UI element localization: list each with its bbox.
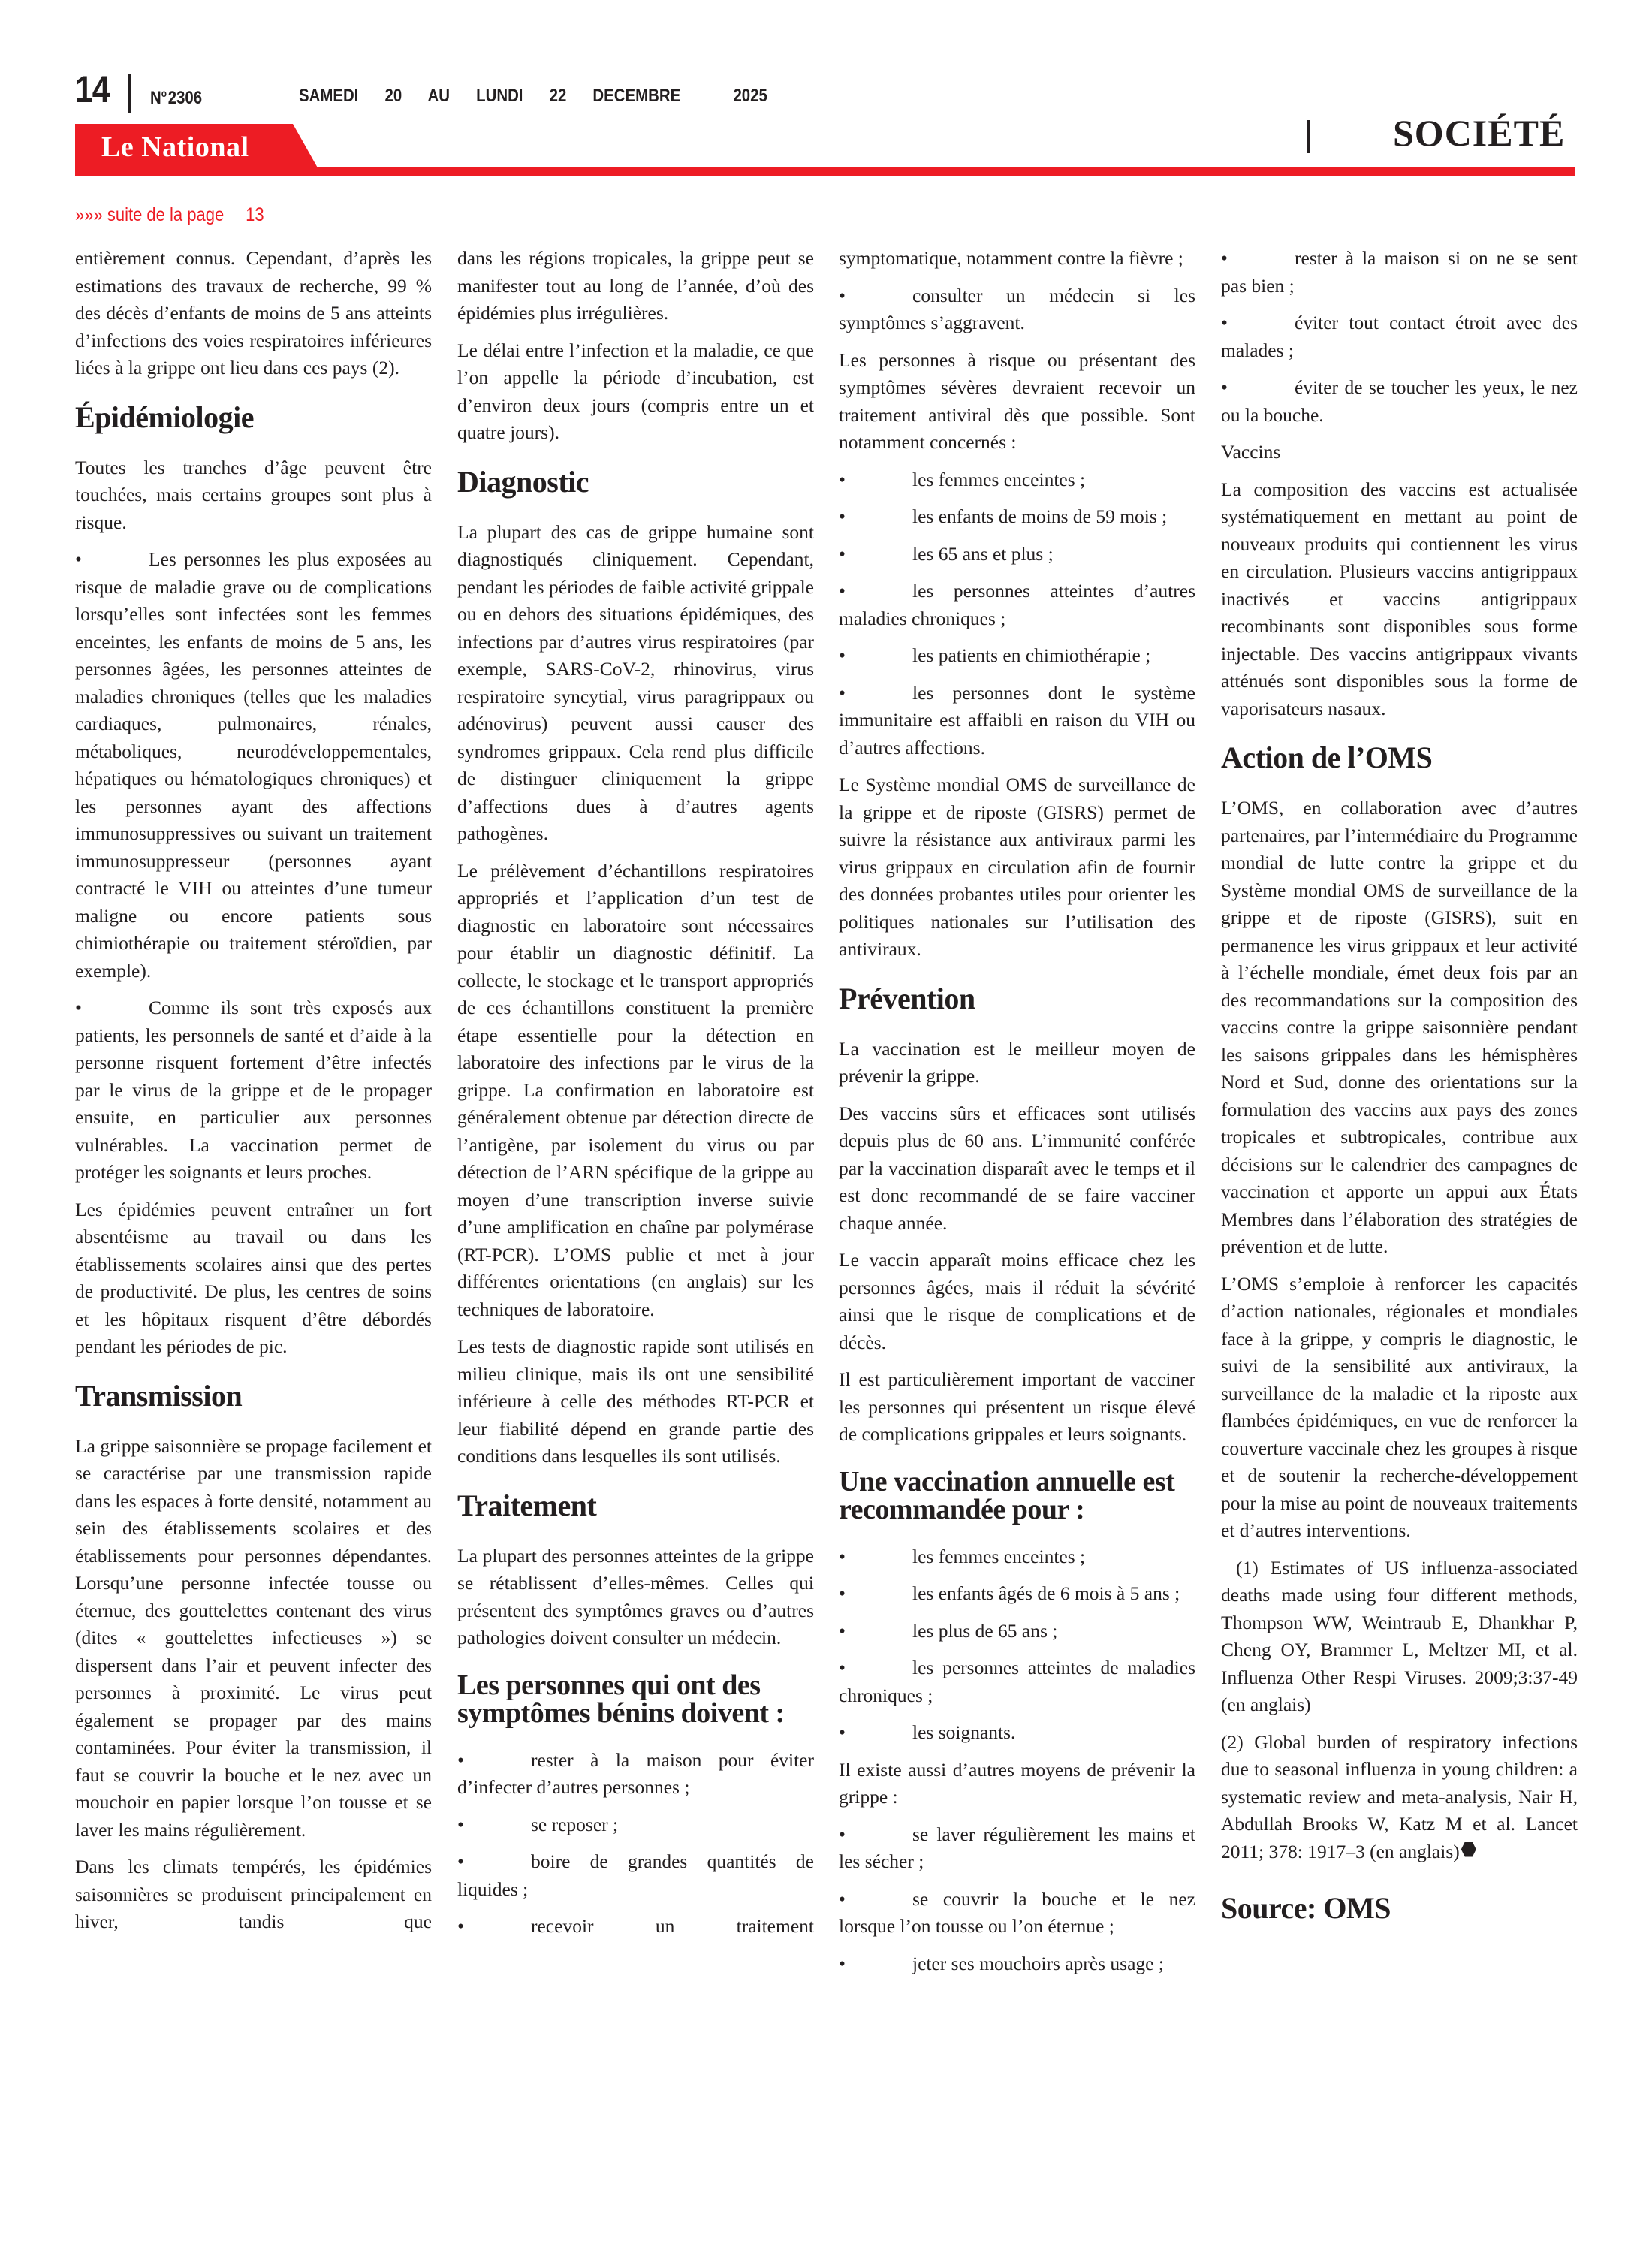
paragraph: Le vaccin apparaît moins efficace chez les personnes âgées, mais il réduit la sévérité ainsi que le risque de complications et de décès. (839, 1249, 1195, 1353)
bullet-item (839, 642, 1195, 670)
paragraph: L’OMS s’emploie à renforcer les capacités d’action nationales, régionales et mondiales face à la grippe, y compris le diagnostic, le suivi de la sensibilité aux antiviraux, la surveillance de la maladie et la riposte aux flambées épidémiques, en vue de renforcer la couverture vaccinale chez les groupes à risque et de soutenir la recherche-développement pour la mise au point de nouveaux traitements et d’autres interventions. (1221, 1272, 1578, 1541)
bullet-text: se laver régulièrement les mains et les sécher ; (839, 1823, 1195, 1872)
section-title: SOCIÉTÉ (1393, 112, 1566, 154)
bullet-item (75, 994, 432, 1187)
heading-action-oms: Action de l’OMS (1221, 740, 1433, 774)
bullet-icon: • (457, 1850, 464, 1872)
bullet-text: Les personnes les plus exposées au risque de maladie grave ou de complications lorsqu’elles sont infectées sont les femmes enceintes, les enfants de moins de 5 ans, les personnes âgées, les personnes atteintes de maladies chroniques (telles que les maladies cardiaques, pulmonaires, rénales, métaboliques, neurodéveloppementales, hépatiques ou hématologiques chroniques) et les personnes ayant des affections immunosuppressives ou suivant un traitement immunosuppresseur (personnes ayant contracté le VIH ou atteintes d’une tumeur maligne ou encore patients sous chimiothérapie ou traitement stéroïdien, par exemple). (75, 548, 432, 982)
page-number: 14 (75, 68, 110, 110)
paragraph: Toutes les tranches d’âge peuvent être touchées, mais certains groupes sont plus à risque. (75, 456, 432, 533)
bullet-icon: • (839, 1545, 846, 1567)
bullet-icon: • (839, 1952, 846, 1974)
heading-traitement: Traitement (457, 1488, 597, 1522)
paragraph: Le prélèvement d’échantillons respiratoires appropriés et l’application d’un test de diagnostic en laboratoire sont nécessaires pour établir un diagnostic définitif. La collecte, le stockage et le transport appropriés de ces échantillons constituent la première étape essentielle pour la détection en laboratoire des infections par le virus de la grippe. La confirmation en laboratoire est généralement obtenue par détection directe de l’antigène, par isolement du virus ou par détection de l’ARN spécifique de la grippe au moyen d’une transcription inverse suivie d’une amplification en chaîne par polymérase (RT-PCR). L’OMS publie et met à jour différentes orientations (en anglais) sur les techniques de laboratoire. (457, 859, 814, 1320)
bullet-item (839, 1543, 1195, 1571)
bullet-text: rester à la maison pour éviter d’infecter d’autres personnes ; (457, 1748, 814, 1798)
issue-sup: o (161, 87, 167, 99)
bullet-text: les femmes enceintes ; (912, 1545, 1086, 1567)
bullet-item (1221, 374, 1578, 429)
paragraph: symptomatique, notamment contre la fièvre ; (839, 247, 1183, 269)
reference-1: (1) Estimates of US influenza-associated deaths made using four different methods, Thompson WW, Weintraub E, Dhankhar P, Cheng OY, Brammer L, Meltzer MI, et al. Influenza Other Respi Viruses. 2009;3:37-49 (en anglais) (1221, 1556, 1578, 1715)
bullet-text: les enfants de moins de 59 mois ; (912, 505, 1168, 527)
bullet-item (839, 1886, 1195, 1941)
bullet-icon: • (839, 681, 846, 704)
bullet-text: les soignants. (912, 1721, 1016, 1743)
heading-epidemiologie: Épidémiologie (75, 400, 254, 434)
reference-2 (1221, 1729, 1578, 1866)
paragraph: Les tests de diagnostic rapide sont utilisés en milieu clinique, mais ils ont une sensibilité inférieure à celle des méthodes RT-PCR et leur fiabilité dépend en grande partie des conditions dans lesquelles ils sont utilisés. (457, 1335, 814, 1467)
bullet-icon: • (839, 1823, 846, 1845)
bullet-icon: • (839, 542, 846, 565)
article-column-4 (1221, 245, 1578, 1945)
bullet-icon: • (839, 580, 846, 602)
bullet-icon: • (839, 1582, 846, 1604)
paragraph: L’OMS, en collaboration avec d’autres partenaires, par l’intermédiaire du Programme mondial de lutte contre la grippe et du Système mondial OMS de surveillance de la grippe et de riposte (GISRS), suit en permanence les virus grippaux et leur activité à l’échelle mondiale, émet deux fois par an des recommandations sur la composition des vaccins contre la grippe saisonnière pendant les saisons grippales dans les hémisphères Nord et Sud, donne des orientations sur la formulation des vaccins aux pays des zones tropicales et subtropicales, contribue aux décisions sur le calendrier des campagnes de vaccination et apporte un appui aux États Membres dans l’élaboration des stratégies de prévention et de lutte. (1221, 797, 1578, 1257)
bullet-icon: • (839, 505, 846, 527)
issue-number (150, 87, 202, 109)
bullet-text: rester à la maison si on ne se sent pas bien ; (1221, 247, 1578, 297)
heading-transmission: Transmission (75, 1378, 243, 1413)
bullet-icon: • (1221, 312, 1228, 333)
bullet-icon: • (839, 1721, 846, 1743)
bullet-item (1221, 309, 1578, 364)
heading-diagnostic: Diagnostic (457, 464, 589, 499)
section-divider (1307, 120, 1310, 153)
paragraph: entièrement connus. Cependant, d’après les estimations des travaux de recherche, 99 % des décès d’enfants de moins de 5 ans atteints d’infections des voies respiratoires inférieures liées à la grippe ont lieu dans ces pays (2). (75, 247, 432, 379)
bullet-item (839, 466, 1195, 494)
paragraph: Il est particulièrement important de vacciner les personnes qui présentent un risque élevé de complications grippales et leurs soignants. (839, 1368, 1195, 1445)
bullet-text: jeter ses mouchoirs après usage ; (912, 1952, 1164, 1974)
heading-prevention: Prévention (839, 981, 975, 1015)
bullet-icon: • (75, 548, 82, 570)
bullet-text: les personnes dont le système immunitaire est affaibli en raison du VIH ou d’autres affections. (839, 681, 1195, 759)
continued-label: suite de la page (107, 204, 225, 225)
newspaper-logo: Le National (101, 131, 249, 163)
heading-vaccination-annuelle: Une vaccination annuelle est recommandée pour : (839, 1465, 1175, 1525)
bullet-text: se reposer ; (531, 1813, 619, 1835)
bullet-icon: • (839, 1887, 846, 1910)
bullet-item (1221, 245, 1578, 300)
paragraph: Il existe aussi d’autres moyens de prévenir la grippe : (839, 1758, 1195, 1808)
bullet-item (839, 680, 1195, 762)
bullet-icon: • (839, 468, 846, 490)
subheading-vaccins: Vaccins (1221, 441, 1281, 463)
continued-from-link[interactable] (75, 204, 264, 226)
bullet-icon: • (839, 644, 846, 666)
paragraph: Le délai entre l’infection et la maladie, ce que l’on appelle la période d’incubation, est d’environ deux jours (compris entre un et quatre jours). (457, 339, 814, 443)
continued-page: 13 (246, 204, 264, 225)
paragraph: La vaccination est le meilleur moyen de prévenir la grippe. (839, 1037, 1195, 1087)
bullet-item (839, 1618, 1195, 1645)
bullet-text: les femmes enceintes ; (912, 468, 1086, 490)
paragraph: dans les régions tropicales, la grippe peut se manifester tout au long de l’année, d’où des épidémies plus irrégulières. (457, 247, 814, 324)
bullet-icon: • (457, 1915, 464, 1937)
bullet-text: se couvrir la bouche et le nez lorsque l’on tousse ou l’on éternue ; (839, 1887, 1195, 1937)
bullet-text: les personnes atteintes de maladies chroniques ; (839, 1657, 1195, 1706)
chevrons-icon: »»» (75, 204, 103, 225)
bullet-item (839, 578, 1195, 632)
bullet-icon: • (75, 997, 82, 1018)
end-mark-icon (1461, 1842, 1476, 1857)
bullet-text: consulter un médecin si les symptômes s’aggravent. (839, 284, 1195, 333)
article-column-2 (457, 245, 814, 1941)
bullet-icon: • (839, 1657, 846, 1678)
paragraph: La grippe saisonnière se propage facilement et se caractérise par une transmission rapide dans les espaces à forte densité, notamment au sein des établissements scolaires et des établissements pour personnes dépendantes. Lorsqu’une personne infectée tousse ou éternue, des gouttelettes contenant des virus (dites « gouttelettes infectieuses ») se dispersent dans l’air et peuvent infecter des personnes à proximité. Le virus peut également se propager par des mains contaminées. Pour éviter la transmission, il faut se couvrir la bouche et le nez avec un mouchoir en papier lorsque l’on tousse et se laver les mains régulièrement. (75, 1434, 432, 1841)
bullet-item (839, 282, 1195, 337)
paragraph: Des vaccins sûrs et efficaces sont utilisés depuis plus de 60 ans. L’immunité conférée par la vaccination disparaît avec le temps et il est donc recommandé de se faire vacciner chaque année. (839, 1102, 1195, 1234)
bullet-item (839, 1950, 1195, 1978)
article-column-3 (839, 245, 1195, 1987)
bullet-text: recevoir un traitement (531, 1915, 814, 1937)
paragraph: Dans les climats tempérés, les épidémies saisonnières se produisent principalement en hiver, tandis que (75, 1856, 432, 1932)
paragraph: La plupart des cas de grippe humaine sont diagnostiqués cliniquement. Cependant, pendant les périodes de faible activité grippale ou en dehors des situations épidémiques, des infections par d’autres virus respiratoires (par exemple, SARS-CoV-2, rhinovirus, virus respiratoire syncytial, virus paragrippaux ou adénovirus) peuvent aussi causer des syndromes grippaux. Cela rend plus difficile de distinguer cliniquement la grippe d’affections dues à d’autres agents pathogènes. (457, 520, 814, 844)
bullet-icon: • (1221, 247, 1228, 269)
bullet-item (839, 1580, 1195, 1608)
article-column-1 (75, 245, 432, 1936)
bullet-text: Comme ils sont très exposés aux patients, les personnels de santé et d’aide à la personne risquent fortement d’être infectés par le virus de la grippe et de le propager ensuite, en particulier aux personnes vulnérables. La vaccination permet de protéger les soignants et leurs proches. (75, 997, 432, 1183)
masthead-divider (128, 74, 131, 113)
heading-symptomes-benins: Les personnes qui ont des symptômes bénins doivent : (457, 1669, 785, 1729)
bullet-text: les personnes atteintes d’autres maladies chroniques ; (839, 580, 1195, 629)
bullet-text: les enfants âgés de 6 mois à 5 ans ; (912, 1582, 1180, 1604)
issue-date: SAMEDI 20 AU LUNDI 22 DECEMBRE 2025 (299, 86, 767, 106)
paragraph: Les personnes à risque ou présentant des symptômes sévères devraient recevoir un traitement antiviral dès que possible. Sont notamment concernés : (839, 348, 1195, 453)
bullet-text: les patients en chimiothérapie ; (912, 644, 1151, 666)
bullet-text: éviter de se toucher les yeux, le nez ou la bouche. (1221, 376, 1578, 426)
bullet-item (457, 1811, 814, 1839)
header-rule (75, 167, 1575, 176)
bullet-item (839, 541, 1195, 569)
bullet-item (839, 1821, 1195, 1876)
reference-2-text: (2) Global burden of respiratory infections due to seasonal influenza in young children: a systematic review and meta-analysis, Nair H, Abdullah Brooks W, Katz M et al. Lancet 2011; 378: 1917–3 (en anglais) (1221, 1730, 1578, 1862)
bullet-text: boire de grandes quantités de liquides ; (457, 1850, 814, 1900)
issue-value: 2306 (167, 88, 203, 108)
source-credit: Source: OMS (1221, 1891, 1391, 1925)
bullet-item (839, 503, 1195, 531)
bullet-item (457, 1747, 814, 1802)
bullet-item (839, 1719, 1195, 1747)
bullet-icon: • (839, 284, 846, 306)
paragraph: La composition des vaccins est actualisée systématiquement en mettant au point de nouveaux produits qui contiennent les virus en circulation. Plusieurs vaccins antigrippaux inactivés et vaccins antigrippaux recombinants sont disponibles sous forme injectable. Des vaccins antigrippaux vivants atténués sont disponibles sous la forme de vaporisateurs nasaux. (1221, 478, 1578, 719)
paragraph: Le Système mondial OMS de surveillance de la grippe et de riposte (GISRS) permet de suivre la résistance aux antiviraux parmi les virus grippaux en circulation afin de fournir des données probantes utiles pour orienter les politiques nationales sur l’utilisation des antiviraux. (839, 774, 1195, 960)
bullet-item (457, 1913, 814, 1941)
bullet-text: éviter tout contact étroit avec des malades ; (1221, 312, 1578, 361)
bullet-item (839, 1654, 1195, 1709)
issue-prefix: N (150, 88, 161, 108)
bullet-item (457, 1848, 814, 1903)
bullet-icon: • (839, 1619, 846, 1642)
bullet-text: les plus de 65 ans ; (912, 1619, 1058, 1642)
bullet-item (75, 546, 432, 985)
paragraph: Les épidémies peuvent entraîner un fort absentéisme au travail ou dans les établissements scolaires ainsi que des pertes de productivité. De plus, les centres de soins et les hôpitaux risquent d’être débordés pendant les périodes de pic. (75, 1198, 432, 1357)
bullet-icon: • (1221, 376, 1228, 398)
bullet-icon: • (457, 1813, 464, 1835)
bullet-text: les 65 ans et plus ; (912, 542, 1054, 565)
paragraph: La plupart des personnes atteintes de la grippe se rétablissent d’elles-mêmes. Celles qui présentent des symptômes graves ou d’autres pathologies doivent consulter un médecin. (457, 1544, 814, 1648)
bullet-icon: • (457, 1748, 464, 1771)
